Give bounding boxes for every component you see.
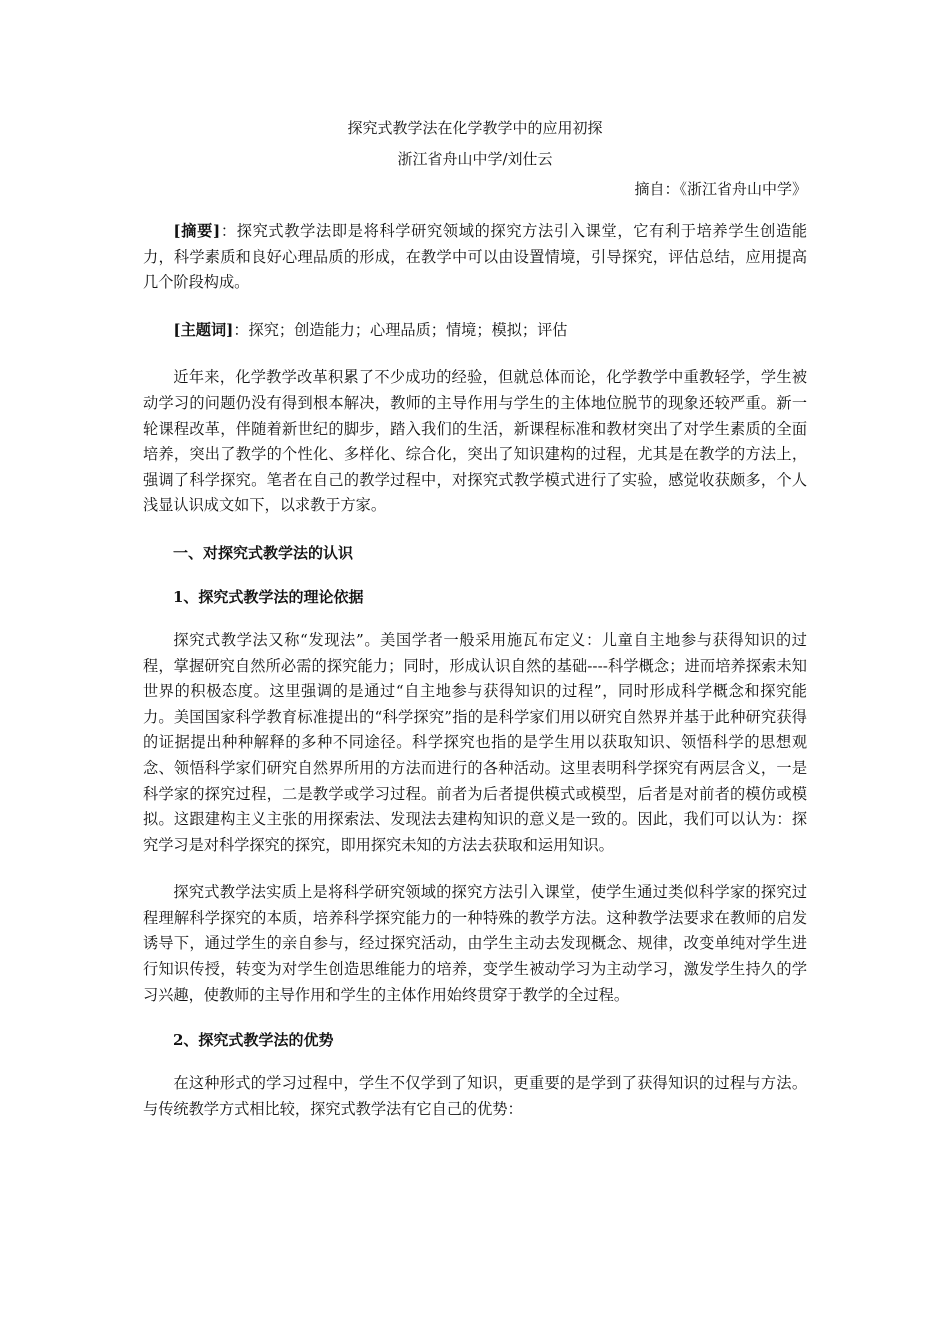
intro-paragraph: 近年来，化学教学改革积累了不少成功的经验，但就总体而论，化学教学中重教轻学，学生被动学习的问题仍没有得到根本解决，教师的主导作用与学生的主体地位脱节的现象还较严重。新一轮课程改革，伴随着新世纪的脚步，踏入我们的生活，新课程标准和教材突出了对学生素质的全面培养，突出了教学的个性化、多样化、综合化，突出了知识建构的过程，尤其是在教学的方法上，强调了科学探究。笔者在自己的教学过程中，对探究式教学模式进行了实验，感觉收获颇多，个人浅显认识成文如下，以求教于方家。 [143, 368, 807, 515]
abstract-text: ：探究式教学法即是将科学研究领域的探究方法引入课堂，它有利于培养学生创造能力，科学素质和良好心理品质的形成，在教学中可以由设置情境，引导探究，评估总结，应用提高几个阶段构成。 [143, 222, 808, 292]
subsection-1-1-paragraph-2: 探究式教学法实质上是将科学研究领域的探究方法引入课堂，使学生通过类似科学家的探究过程理解科学探究的本质，培养科学探究能力的一种特殊的教学方法。这种教学法要求在教师的启发诱导下，通过学生的亲自参与，经过探究活动，由学生主动去发现概念、规律，改变单纯对学生进行知识传授，转变为对学生创造思维能力的培养，变学生被动学习为主动学习，激发学生持久的学习兴趣，使教师的主导作用和学生的主体作用始终贯穿于教学的全过程。 [143, 883, 807, 1004]
keywords-paragraph [143, 318, 807, 344]
subsection-1-2-heading: 2、探究式教学法的优势 [173, 1031, 334, 1050]
subsection-1-2-paragraph-1: 在这种形式的学习过程中，学生不仅学到了知识，更重要的是学到了获得知识的过程与方法。与传统教学方式相比较，探究式教学法有它自己的优势： [143, 1074, 807, 1118]
document-title: 探究式教学法在化学教学中的应用初探 [347, 119, 603, 137]
subsection-1-1-paragraph-1: 探究式教学法又称“发现法”。美国学者一般采用施瓦布定义：儿童自主地参与获得知识的过程，掌握研究自然所必需的探究能力；同时，形成认识自然的基础----科学概念；进而培养探索未知世界的积极态度。这里强调的是通过“自主地参与获得知识的过程”，同时形成科学概念和探究能力。美国国家科学教育标准提出的“科学探究”指的是科学家们用以研究自然界并基于此种研究获得的证据提出种种解释的多种不同途径。科学探究也指的是学生用以获取知识、领悟科学的思想观念、领悟科学家们研究自然界所用的方法而进行的各种活动。这里表明科学探究有两层含义，一是科学家的探究过程，二是教学或学习过程。前者为后者提供模式或模型，后者是对前者的模仿或模拟。这跟建构主义主张的用探索法、发现法去建构知识的意义是一致的。因此，我们可以认为：探究学习是对科学探究的探究，即用探究未知的方法去获取和运用知识。 [143, 630, 807, 854]
document-author: 浙江省舟山中学/刘仕云 [397, 150, 553, 168]
subsection-1-1-heading: 1、探究式教学法的理论依据 [173, 587, 364, 606]
abstract-paragraph [143, 219, 807, 296]
keywords-label: [主题词] [173, 320, 234, 339]
document-page [143, 118, 807, 1122]
keywords-text: ：探究；创造能力；心理品质；情境；模拟；评估 [233, 320, 568, 339]
abstract-label: [摘要] [173, 222, 221, 240]
section-1-heading: 一、对探究式教学法的认识 [173, 543, 354, 562]
document-source: 摘自：《浙江省舟山中学》 [634, 180, 807, 198]
